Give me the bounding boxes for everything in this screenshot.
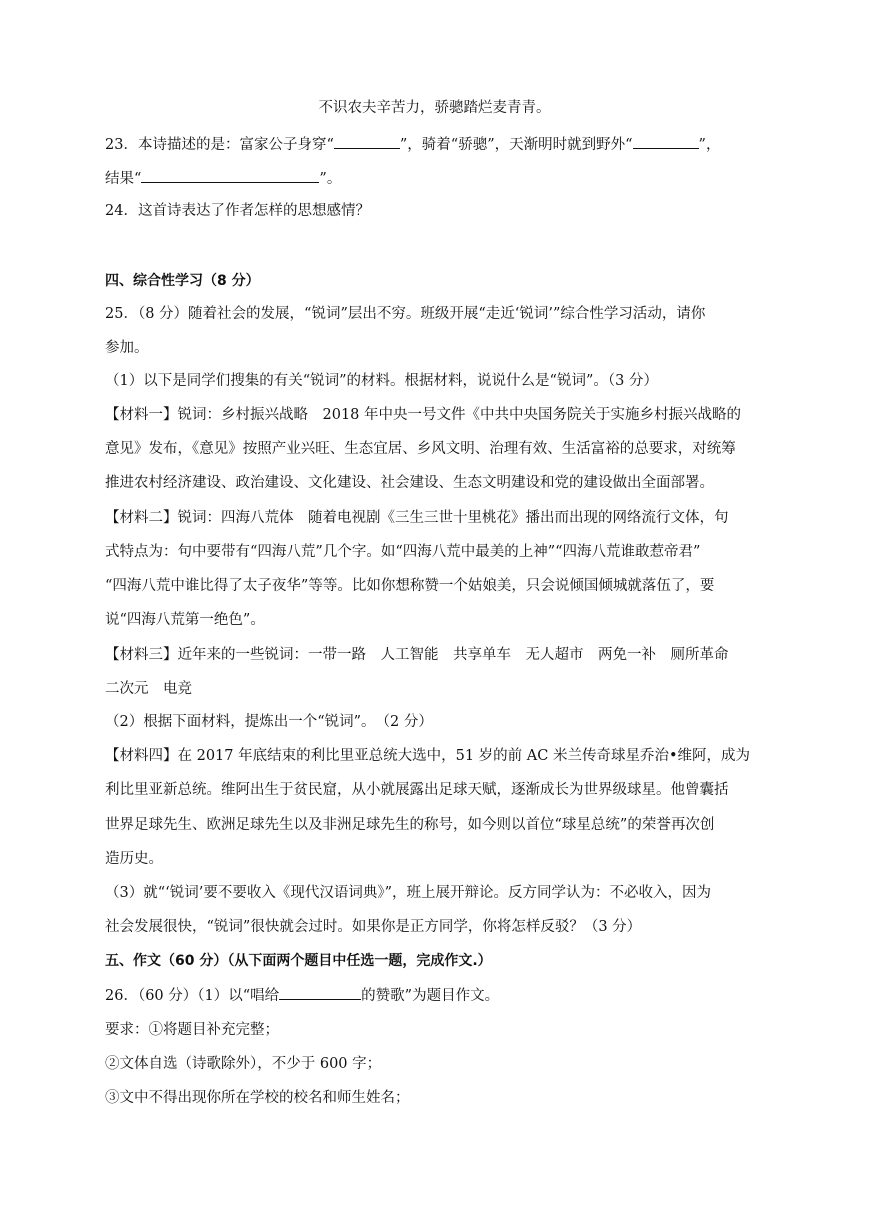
question-23-line1 (105, 134, 720, 154)
q25-sub1: （1）以下是同学们搜集的有关“锐词”的材料。根据材料，说说什么是“锐词”。（3 分） (105, 373, 658, 389)
answer-blank-1[interactable] (334, 134, 400, 149)
question-23-line2 (105, 168, 341, 188)
material-2-line1: 【材料二】锐词：四海八荒体 随着电视剧《三生三世十里桃花》播出而出现的网络流行文体，句 (105, 510, 729, 526)
q26-requirement-2: ②文体自选（诗歌除外），不少于 600 字； (105, 1056, 382, 1072)
q26-requirement-1: 要求：①将题目补充完整； (105, 1022, 279, 1038)
material-2-line4: 说“四海八荒第一绝色”。 (105, 612, 265, 628)
material-4-line4: 造历史。 (105, 851, 163, 867)
q25-sub3-line2: 社会发展很快，“锐词”很快就会过时。如果你是正方同学，你将怎样反驳？（3 分） (105, 919, 642, 935)
material-2-line2: 式特点为：句中要带有“四海八荒”几个字。如“四海八荒中最美的上神”“四海八荒谁敢惹帝君” (105, 544, 701, 560)
q26-requirement-3: ③文中不得出现你所在学校的校名和师生姓名； (105, 1090, 410, 1106)
q25-sub2: （2）根据下面材料，提炼出一个“锐词”。 （2 分） (105, 714, 433, 730)
q23-text-5: ”。 (319, 171, 342, 187)
poem-line: 不识农夫辛苦力，骄骢踏烂麦青青。 (318, 100, 551, 116)
q23-text-4: 结果“ (105, 171, 142, 187)
material-4-line1: 【材料四】在 2017 年底结束的利比里亚总统大选中，51 岁的前 AC 米兰传奇球星乔治•维阿，成为 (105, 748, 751, 764)
q26-text-2: 的赞歌”为题目作文。 (361, 988, 500, 1004)
material-1-line2: 意见》发布，《意见》按照产业兴旺、生态宜居、乡风文明、治理有效、生活富裕的总要求，对统筹 (105, 441, 736, 457)
material-2-line3: “四海八荒中谁比得了太子夜华”等等。比如你想称赞一个姑娘美，只会说倾国倾城就落伍了，要 (105, 578, 715, 594)
answer-blank-2[interactable] (633, 134, 699, 149)
section-5-title: 五、作文（60 分）（从下面两个题目中任选一题，完成作文.） (105, 953, 492, 969)
material-4-line2: 利比里亚新总统。维阿出生于贫民窟，从小就展露出足球天赋，逐渐成长为世界级球星。他曾囊括 (105, 782, 729, 798)
material-4-line3: 世界足球先生、欧洲足球先生以及非洲足球先生的称号，如今则以首位“球星总统”的荣誉再次创 (105, 817, 715, 833)
question-26-line1 (105, 985, 499, 1005)
q23-text-3: ”， (698, 137, 721, 153)
q26-text-1: 26．（60 分）（1）以“唱给 (105, 988, 280, 1004)
q25-sub3-line1: （3）就“‘锐词’要不要收入《现代汉语词典》”，班上展开辩论。反方同学认为：不必收入，因为 (105, 885, 712, 901)
question-24: 24．这首诗表达了作者怎样的思想感情？ (105, 203, 370, 219)
title-blank[interactable] (279, 985, 361, 1000)
material-1-line1: 【材料一】锐词：乡村振兴战略 2018 年中央一号文件《中共中央国务院关于实施乡村振兴战略的 (105, 407, 742, 423)
material-1-line3: 推进农村经济建设、政治建设、文化建设、社会建设、生态文明建设和党的建设做出全面部署。 (105, 475, 714, 491)
section-4-title: 四、综合性学习（8 分） (105, 273, 260, 289)
answer-blank-3[interactable] (141, 168, 319, 183)
material-3-line2: 二次元 电竞 (105, 681, 192, 697)
q25-line1: 25．（8 分）随着社会的发展，“锐词”层出不穷。班级开展“走近‘锐词’”综合性学习活动，请你 (105, 306, 706, 322)
q23-text-2: ”，骑着“骄骢”，天渐明时就到野外“ (399, 137, 633, 153)
material-3-line1: 【材料三】近年来的一些锐词：一带一路 人工智能 共享单车 无人超市 两免一补 厕所革命 (105, 647, 729, 663)
q23-text-1: 23．本诗描述的是：富家公子身穿“ (105, 137, 334, 153)
q25-line2: 参加。 (105, 340, 149, 356)
